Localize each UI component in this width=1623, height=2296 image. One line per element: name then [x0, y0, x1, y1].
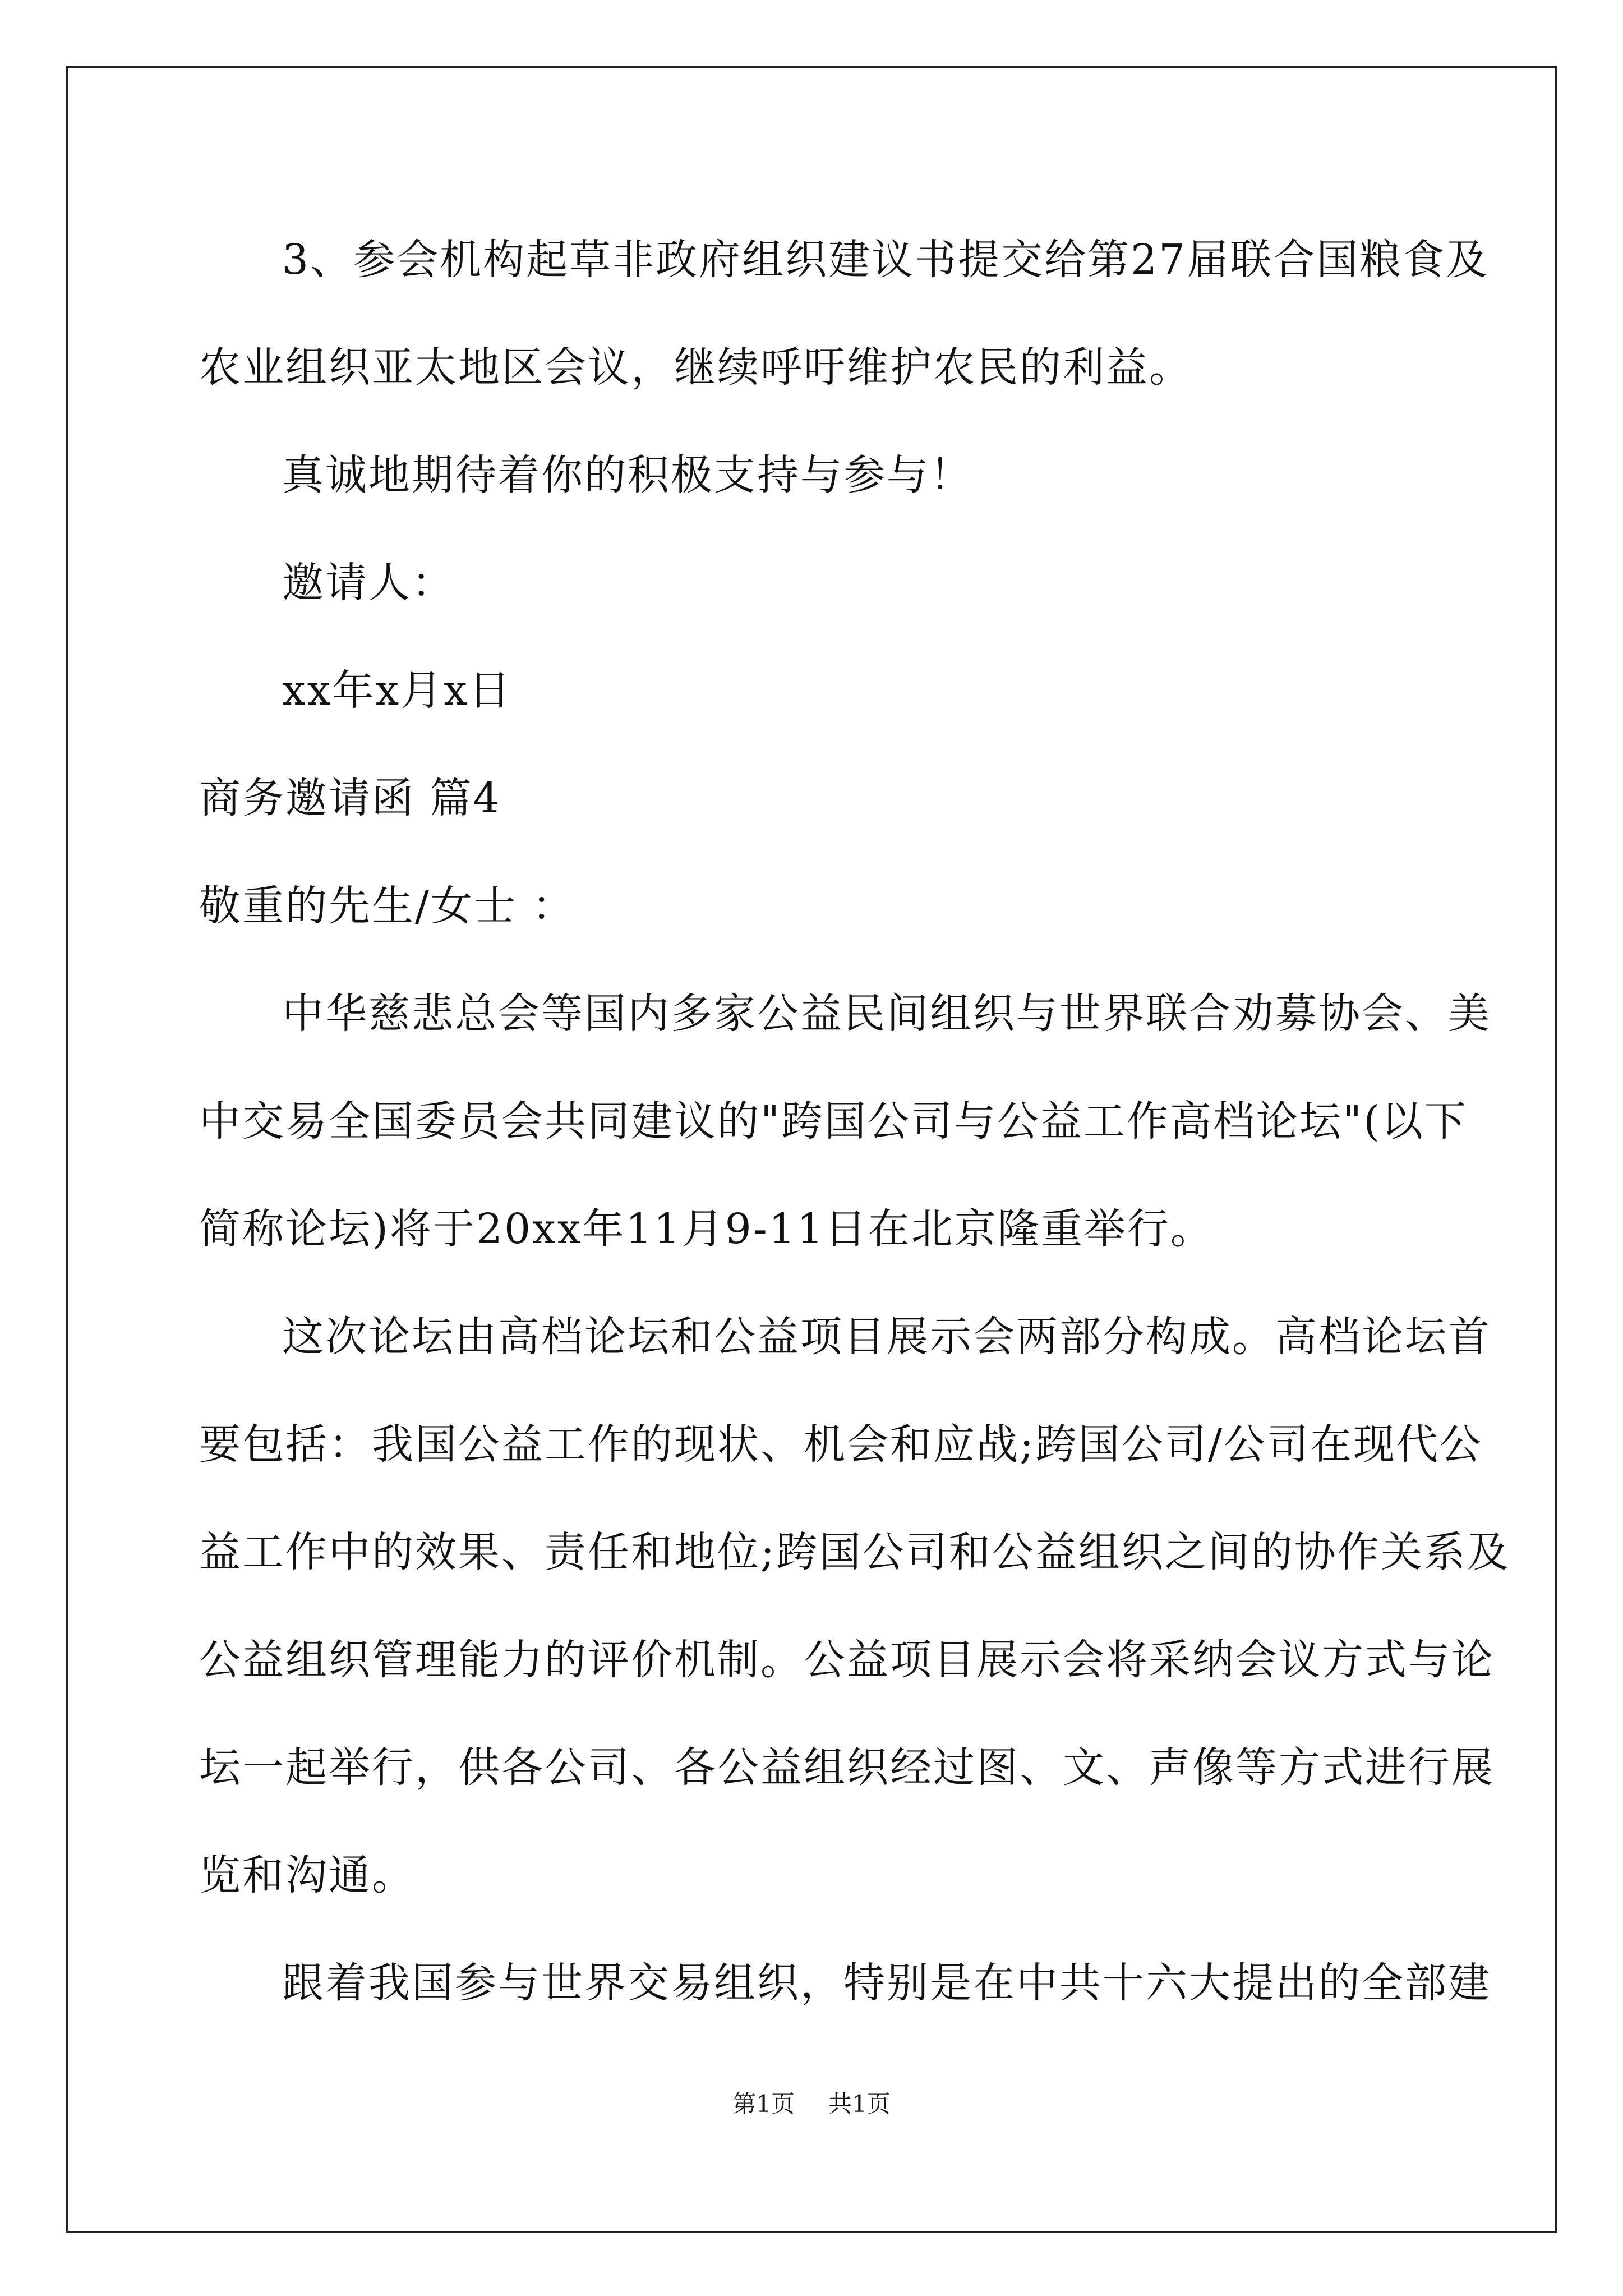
- paragraph-line: 3、参会机构起草非政府组织建议书提交给第27届联合国粮食及: [282, 236, 1490, 284]
- paragraph-line: 真诚地期待着你的积极支持与参与！: [282, 451, 973, 499]
- page-number-total: 共1页: [828, 2090, 891, 2118]
- paragraph-line: 简称论坛)将于20xx年11月9-11日在北京隆重举行。: [199, 1205, 1214, 1253]
- document-body: [199, 206, 1510, 2037]
- paragraph-line: 要包括：我国公益工作的现状、机会和应战;跨国公司/公司在现代公: [199, 1420, 1483, 1469]
- date-line: xx年x月x日: [282, 666, 512, 715]
- paragraph-line: 农业组织亚太地区会议，继续呼吁维护农民的利益。: [199, 343, 1192, 392]
- salutation: 敬重的先生/女士 ：: [199, 882, 575, 930]
- paragraph-line: 坛一起举行，供各公司、各公益组织经过图、文、声像等方式进行展: [199, 1743, 1495, 1792]
- paragraph-line: 览和沟通。: [199, 1851, 415, 1899]
- paragraph-line: 中华慈悲总会等国内多家公益民间组织与世界联合劝募协会、美: [282, 990, 1491, 1038]
- paragraph-line: 益工作中的效果、责任和地位;跨国公司和公益组织之间的协作关系及: [199, 1528, 1510, 1576]
- inviter-label: 邀请人：: [282, 559, 455, 607]
- paragraph-line: 跟着我国参与世界交易组织，特别是在中共十六大提出的全部建: [282, 1959, 1491, 2007]
- page-number-current: 第1页: [732, 2090, 795, 2118]
- paragraph-line: 中交易全国委员会共同建议的"跨国公司与公益工作高档论坛"(以下: [199, 1097, 1468, 1145]
- paragraph-line: 这次论坛由高档论坛和公益项目展示会两部分构成。高档论坛首: [282, 1313, 1491, 1361]
- section-heading: 商务邀请函 篇4: [199, 774, 501, 822]
- paragraph-line: 公益组织管理能力的评价机制。公益项目展示会将采纳会议方式与论: [199, 1636, 1495, 1684]
- page-footer: [0, 2086, 1623, 2119]
